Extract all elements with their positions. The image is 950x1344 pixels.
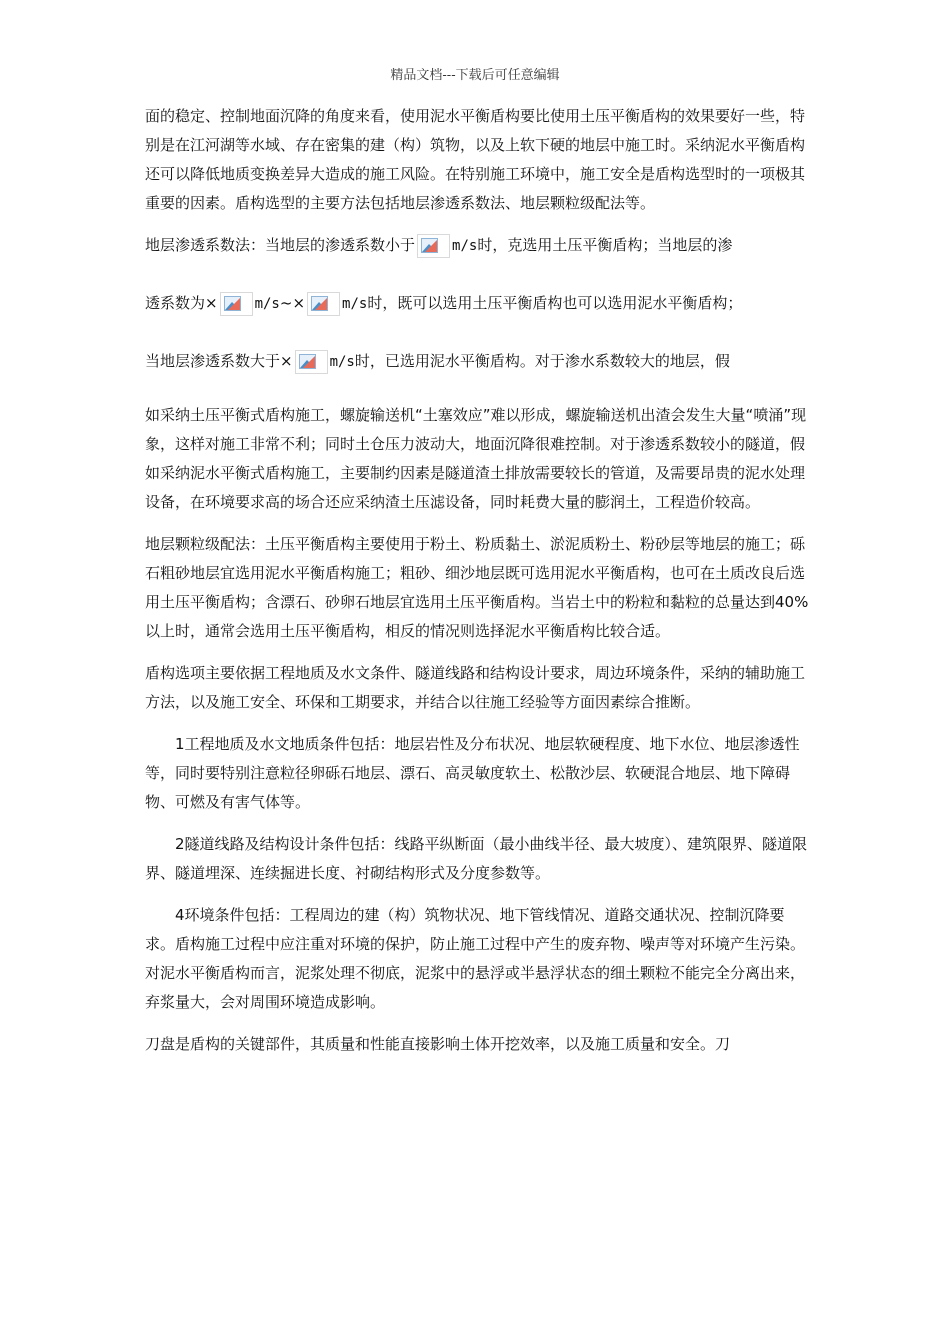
paragraph-item-route-design: 2隧道线路及结构设计条件包括：线路平纵断面（最小曲线半径、最大坡度）、建筑限界、隧道限界、隧道埋深、连续掘进长度、衬砌结构形式及分度参数等。 bbox=[145, 835, 808, 882]
broken-image-icon bbox=[417, 234, 450, 258]
document-body bbox=[145, 102, 810, 1072]
formula-line-3: 当地层渗透系数大于× m/s时，已选用泥水平衡盾构。对于渗水系数较大的地层，假 bbox=[145, 347, 810, 377]
broken-image-icon bbox=[220, 292, 253, 316]
paragraph-item-geology: 1工程地质及水文地质条件包括：地层岩性及分布状况、地层软硬程度、地下水位、地层渗透性等，同时要特别注意粒径卵砾石地层、漂石、高灵敏度软土、松散沙层、软硬混合地层、地下障碍物、可燃及有害气体等。 bbox=[145, 735, 800, 811]
paragraph-grain-gradation-method: 地层颗粒级配法：土压平衡盾构主要使用于粉土、粉质黏土、淤泥质粉土、粉砂层等地层的施工；砾石粗砂地层宜选用泥水平衡盾构施工；粗砂、细沙地层既可选用泥水平衡盾构，也可在土质改良后选用土压平衡盾构；含漂石、砂卵石地层宜选用土压平衡盾构。当岩土中的粉粒和黏粒的总量达到40%以上时，通常会选用土压平衡盾构，相反的情况则选择泥水平衡盾构比较合适。 bbox=[145, 535, 809, 640]
formula-line-1: 地层渗透系数法：当地层的渗透系数小于 m/s时，克选用土压平衡盾构；当地层的渗 bbox=[145, 231, 810, 261]
page-header: 精品文档---下载后可任意编辑 bbox=[390, 68, 560, 83]
permeability-method-continued: 如采纳土压平衡式盾构施工，螺旋输送机“土塞效应”难以形成，螺旋输送机出渣会发生大量“喷涌”现象，这样对施工非常不利；同时土仓压力波动大，地面沉降很难控制。对于渗透系数较小的隧道，假如采纳泥水平衡式盾构施工，主要制约因素是隧道渣土排放需要较长的管道，及需要昂贵的泥水处理设备，在环境要求高的场合还应采纳渣土压滤设备，同时耗费大量的膨润土，工程造价较高。 bbox=[145, 406, 807, 511]
broken-image-icon bbox=[295, 350, 328, 374]
paragraph-shield-selection-intro: 面的稳定、控制地面沉降的角度来看，使用泥水平衡盾构要比使用土压平衡盾构的效果要好一些，特别是在江河湖等水域、存在密集的建（构）筑物，以及上软下硬的地层中施工时。采纳泥水平衡盾构还可以降低地质变换差异大造成的施工风险。在特别施工环境中，施工安全是盾构选型时的一项极其重要的因素。盾构选型的主要方法包括地层渗透系数法、地层颗粒级配法等。 bbox=[145, 107, 806, 212]
formula-line-2: 透系数为× m/s~× m/s时，既可以选用土压平衡盾构也可以选用泥水平衡盾构； bbox=[145, 289, 810, 319]
paragraph-cutterhead: 刀盘是盾构的关键部件，其质量和性能直接影响土体开挖效率，以及施工质量和安全。刀 bbox=[145, 1035, 731, 1053]
paragraph-item-environment: 4环境条件包括：工程周边的建（构）筑物状况、地下管线情况、道路交通状况、控制沉降要求。盾构施工过程中应注重对环境的保护，防止施工过程中产生的废弃物、噪声等对环境产生污染。对泥水平衡盾构而言，泥浆处理不彻底，泥浆中的悬浮或半悬浮状态的细土颗粒不能完全分离出来，弃浆量大，会对周围环境造成影响。 bbox=[145, 906, 806, 1011]
broken-image-icon bbox=[307, 292, 340, 316]
paragraph-permeability-method bbox=[145, 231, 810, 517]
paragraph-selection-basis: 盾构选项主要依据工程地质及水文条件、隧道线路和结构设计要求，周边环境条件，采纳的辅助施工方法，以及施工安全、环保和工期要求，并结合以往施工经验等方面因素综合推断。 bbox=[145, 664, 806, 711]
